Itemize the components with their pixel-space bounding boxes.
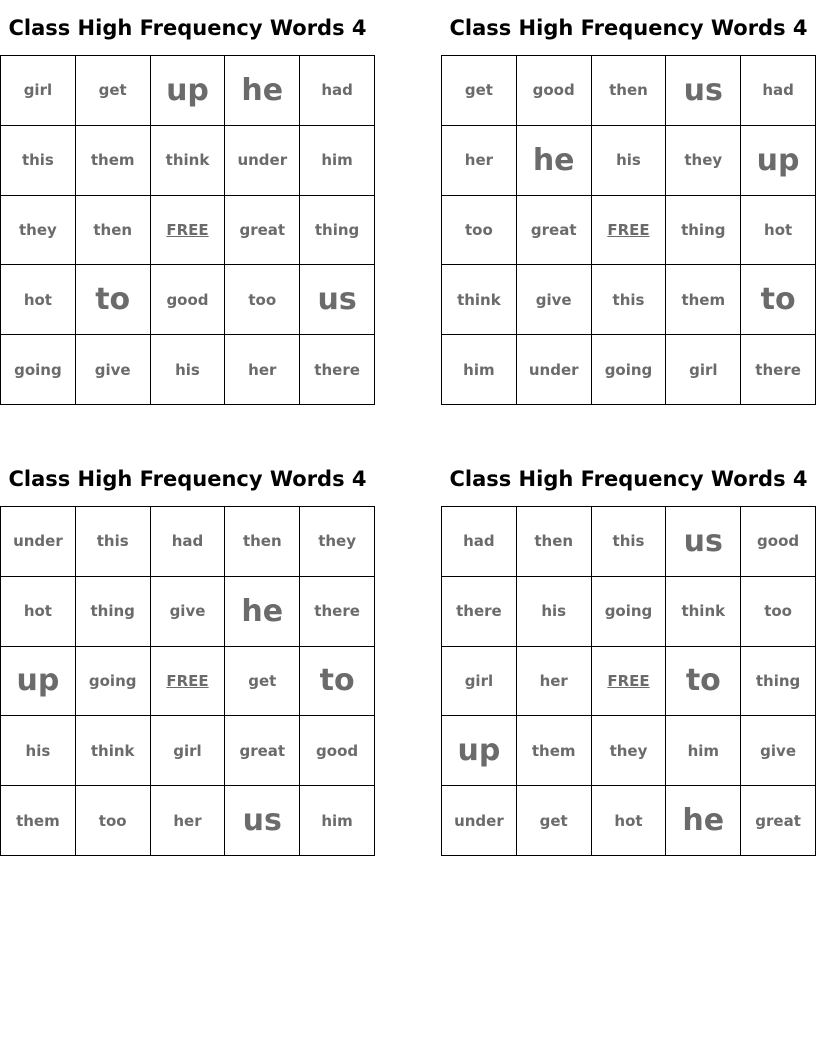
word-cell: thing [666, 196, 741, 266]
word-cell: his [592, 126, 667, 196]
word-cell: get [517, 786, 592, 856]
word-cell: give [517, 265, 592, 335]
word-cell: up [741, 126, 816, 196]
word-cell: great [225, 716, 300, 786]
word-cell: there [300, 335, 375, 405]
word-cell: think [666, 577, 741, 647]
word-cell: had [741, 56, 816, 126]
word-cell: get [76, 56, 151, 126]
word-cell: had [151, 507, 226, 577]
word-cell: give [76, 335, 151, 405]
word-cell: there [300, 577, 375, 647]
word-cell: then [76, 196, 151, 266]
word-cell: them [517, 716, 592, 786]
word-cell: her [442, 126, 517, 196]
word-cell: thing [300, 196, 375, 266]
word-cell: going [1, 335, 76, 405]
word-cell: them [666, 265, 741, 335]
word-cell: under [442, 786, 517, 856]
word-cell: girl [151, 716, 226, 786]
word-cell: give [151, 577, 226, 647]
word-cell: him [300, 786, 375, 856]
word-cell: think [151, 126, 226, 196]
word-cell: girl [442, 647, 517, 717]
word-cell: then [517, 507, 592, 577]
word-cell: too [741, 577, 816, 647]
word-cell: hot [1, 265, 76, 335]
word-cell: this [1, 126, 76, 196]
word-cell: us [300, 265, 375, 335]
word-cell: too [76, 786, 151, 856]
word-cell: he [666, 786, 741, 856]
card-title: Class High Frequency Words 4 [8, 467, 367, 491]
card-title: Class High Frequency Words 4 [449, 467, 808, 491]
word-cell: he [225, 577, 300, 647]
word-cell: under [1, 507, 76, 577]
word-cell: then [592, 56, 667, 126]
word-cell: up [442, 716, 517, 786]
word-cell: her [151, 786, 226, 856]
word-cell: great [517, 196, 592, 266]
word-cell: good [151, 265, 226, 335]
word-grid [441, 55, 816, 405]
word-cell: his [517, 577, 592, 647]
word-cell: there [741, 335, 816, 405]
card-title: Class High Frequency Words 4 [8, 16, 367, 40]
free-cell: FREE [592, 196, 667, 266]
word-cell: good [300, 716, 375, 786]
word-cell: thing [741, 647, 816, 717]
word-cell: to [666, 647, 741, 717]
word-cell: hot [592, 786, 667, 856]
word-cell: thing [76, 577, 151, 647]
word-cell: him [666, 716, 741, 786]
word-cell: going [76, 647, 151, 717]
word-cell: them [76, 126, 151, 196]
word-cell: they [1, 196, 76, 266]
word-cell: get [225, 647, 300, 717]
word-cell: great [225, 196, 300, 266]
word-cell: her [517, 647, 592, 717]
word-cell: going [592, 335, 667, 405]
word-cell: they [666, 126, 741, 196]
word-cell: this [592, 507, 667, 577]
word-cell: us [666, 56, 741, 126]
word-cell: they [592, 716, 667, 786]
word-cell: hot [741, 196, 816, 266]
word-cell: give [741, 716, 816, 786]
word-grid [0, 55, 375, 405]
word-cell: us [666, 507, 741, 577]
word-cell: to [300, 647, 375, 717]
word-cell: under [225, 126, 300, 196]
word-cell: great [741, 786, 816, 856]
word-cell: this [76, 507, 151, 577]
free-cell: FREE [151, 196, 226, 266]
word-cell: going [592, 577, 667, 647]
word-cell: good [741, 507, 816, 577]
word-cell: us [225, 786, 300, 856]
word-cell: then [225, 507, 300, 577]
card-title: Class High Frequency Words 4 [449, 16, 808, 40]
word-cell: up [151, 56, 226, 126]
word-cell: girl [1, 56, 76, 126]
word-cell: to [741, 265, 816, 335]
word-cell: too [442, 196, 517, 266]
word-cell: his [1, 716, 76, 786]
word-cell: him [300, 126, 375, 196]
word-cell: had [300, 56, 375, 126]
word-cell: too [225, 265, 300, 335]
word-cell: her [225, 335, 300, 405]
word-grid [441, 506, 816, 856]
word-cell: up [1, 647, 76, 717]
word-cell: there [442, 577, 517, 647]
word-cell: his [151, 335, 226, 405]
free-cell: FREE [592, 647, 667, 717]
word-cell: him [442, 335, 517, 405]
word-cell: good [517, 56, 592, 126]
word-grid [0, 506, 375, 856]
free-cell: FREE [151, 647, 226, 717]
word-cell: this [592, 265, 667, 335]
word-cell: to [76, 265, 151, 335]
word-cell: girl [666, 335, 741, 405]
word-cell: they [300, 507, 375, 577]
word-cell: them [1, 786, 76, 856]
word-cell: think [76, 716, 151, 786]
word-cell: he [517, 126, 592, 196]
word-cell: had [442, 507, 517, 577]
word-cell: he [225, 56, 300, 126]
word-cell: get [442, 56, 517, 126]
word-cell: hot [1, 577, 76, 647]
word-cell: think [442, 265, 517, 335]
word-cell: under [517, 335, 592, 405]
